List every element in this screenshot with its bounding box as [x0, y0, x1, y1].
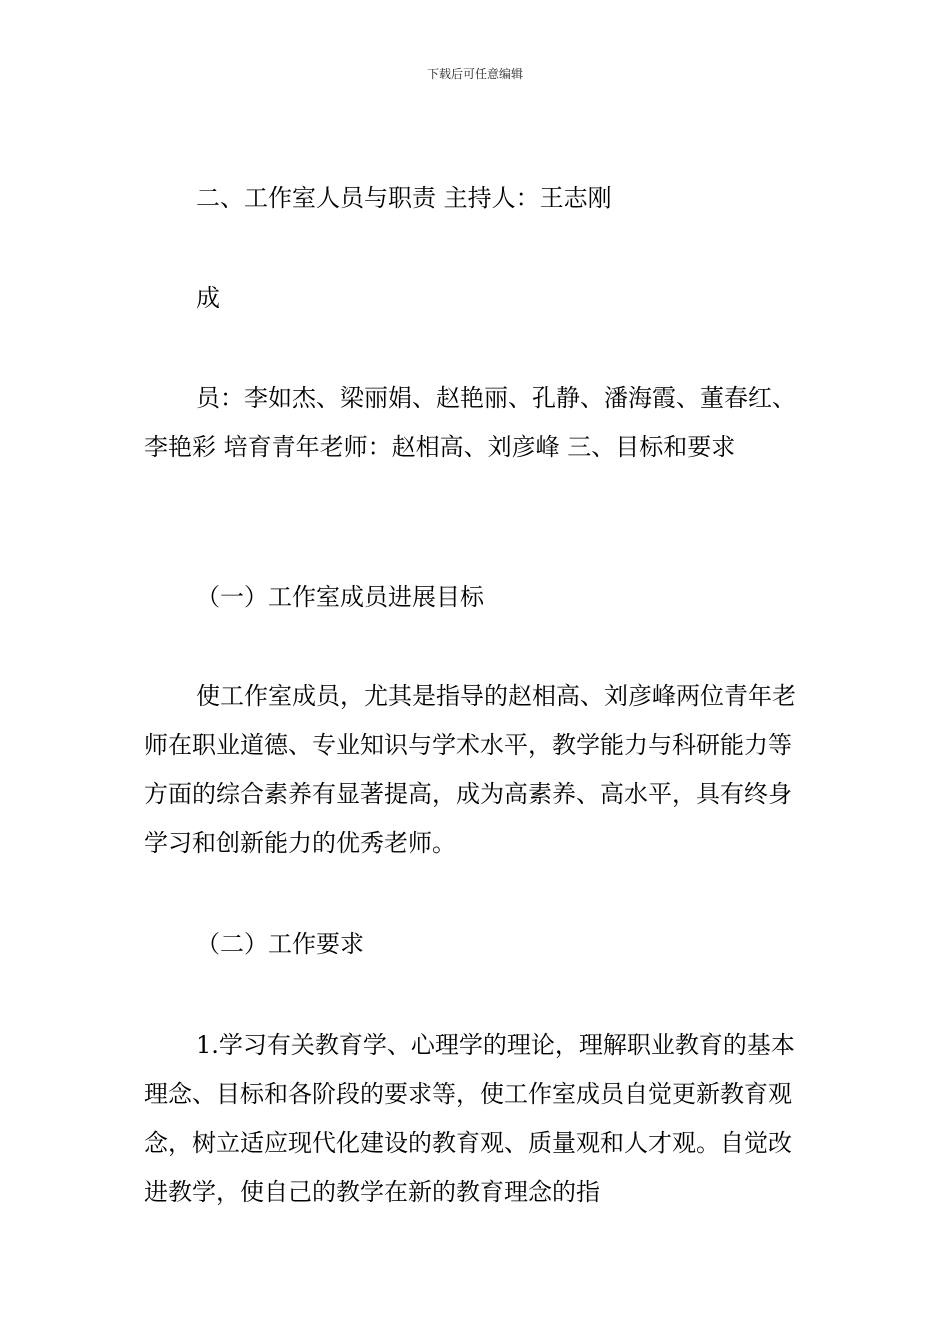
- paragraph-goals: 使工作室成员，尤其是指导的赵相高、刘彦峰两位青年老师在职业道德、专业知识与学术水平，教学能力与科研能力等方面的综合素养有显著提高，成为高素养、高水平，具有终身学习和创新能力的优秀老师。: [144, 682, 796, 857]
- subheading-requirements: （二）工作要求: [196, 930, 364, 958]
- paragraph-requirement-1: 1.学习有关教育学、心理学的理论，理解职业教育的基本理念、目标和各阶段的要求等，使工作室成员自觉更新教育观念，树立适应现代化建设的教育观、质量观和人才观。自觉改进教学，使自己的教学在新的教育理念的指: [144, 1031, 795, 1206]
- paragraph-members-list: 员：李如杰、梁丽娟、赵艳丽、孔静、潘海霞、董春红、李艳彩 培育青年老师：赵相高、刘彦峰 三、目标和要求: [144, 384, 796, 461]
- paragraph-members-fragment: 成: [196, 284, 220, 312]
- page-header-note: 下载后可任意编辑: [426, 67, 523, 81]
- subheading-goals: （一）工作室成员进展目标: [196, 583, 484, 611]
- section-heading-staff: 二、工作室人员与职责 主持人：王志刚: [196, 184, 612, 212]
